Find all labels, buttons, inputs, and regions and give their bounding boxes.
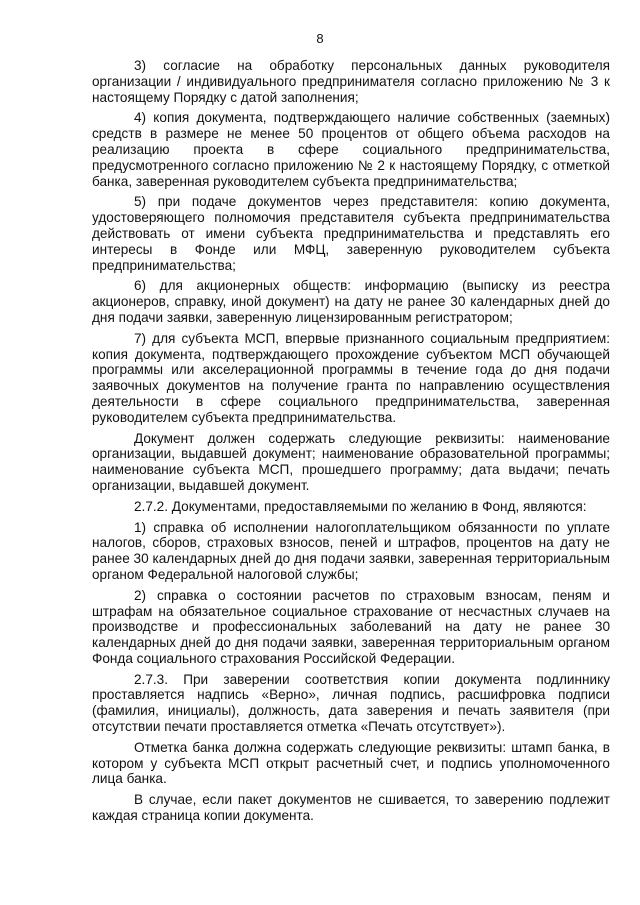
paragraph-consent: 3) согласие на обработку персональных данных руководителя организации / индивидуального предпринимателя согласно приложению № 3 к настоящему Порядку с датой заполнения; [92, 58, 610, 105]
document-body [92, 58, 610, 829]
paragraph-joint-stock: 6) для акционерных обществ: информацию (выписку из реестра акционеров, справку, иной документ) на дату не ранее 30 календарных дней до дня подачи заявки, заверенную лицензированным регистратором; [92, 278, 610, 325]
paragraph-social-enterprise: 7) для субъекта МСП, впервые признанного социальным предприятием: копия документа, подтверждающего прохождение субъектом МСП обучающей программы или акселерационной программы в течение года до дня подачи заявочных документов на получение гранта по направлению осуществления деятельности в сфере социального предпринимательства, заверенная руководителем субъекта предпринимательства. [92, 330, 610, 425]
paragraph-own-funds: 4) копия документа, подтверждающего наличие собственных (заемных) средств в размере не менее 50 процентов от общего объема расходов на реализацию проекта в сфере социального предпринимательства, предусмотренного согласно приложению № 2 к настоящему Порядку, с отметкой банка, заверенная руководителем субъекта предпринимательства; [92, 110, 610, 189]
paragraph-section-2-7-3: 2.7.3. При заверении соответствия копии документа подлиннику проставляется надпись «Верно», личная подпись, расшифровка подписи (фамилия, инициалы), должность, дата заверения и печать заявителя (при отсутствии печати проставляется отметка «Печать отсутствует»). [92, 671, 610, 735]
paragraph-section-2-7-2: 2.7.2. Документами, предоставляемыми по желанию в Фонд, являются: [134, 498, 587, 514]
paragraph-tax-certificate: 1) справка об исполнении налогоплательщиком обязанности по уплате налогов, сборов, страховых взносов, пеней и штрафов, процентов на дату не ранее 30 календарных дней до дня подачи заявки, заверенная территориальным органом Федеральной налоговой службы; [92, 519, 610, 582]
paragraph-unbound-package: В случае, если пакет документов не сшивается, то заверению подлежит каждая страница копии документа. [92, 792, 610, 824]
paragraph-insurance-certificate: 2) справка о состоянии расчетов по страховым взносам, пеням и штрафам на обязательное социальное страхование от несчастных случаев на производстве и профессиональных заболеваний на дату не ранее 30 календарных дней до дня подачи заявки, заверенная территориальным органом Фонда социального страхования Российской Федерации. [92, 587, 610, 666]
paragraph-document-requisites: Документ должен содержать следующие реквизиты: наименование организации, выдавшей документ; наименование образовательной программы; наименование субъекта МСП, прошедшего программу; дата выдачи; печать организации, выдавшей документ. [92, 430, 610, 493]
page-number: 8 [316, 31, 324, 46]
paragraph-bank-mark: Отметка банка должна содержать следующие реквизиты: штамп банка, в котором у субъекта МСП открыт расчетный счет, и подпись уполномоченного лица банка. [92, 739, 610, 787]
paragraph-representative: 5) при подаче документов через представителя: копию документа, удостоверяющего полномочия представителя субъекта предпринимательства действовать от имени субъекта предпринимательства и представлять его интересы в Фонде или МФЦ, заверенную руководителем субъекта предпринимательства; [92, 194, 610, 273]
